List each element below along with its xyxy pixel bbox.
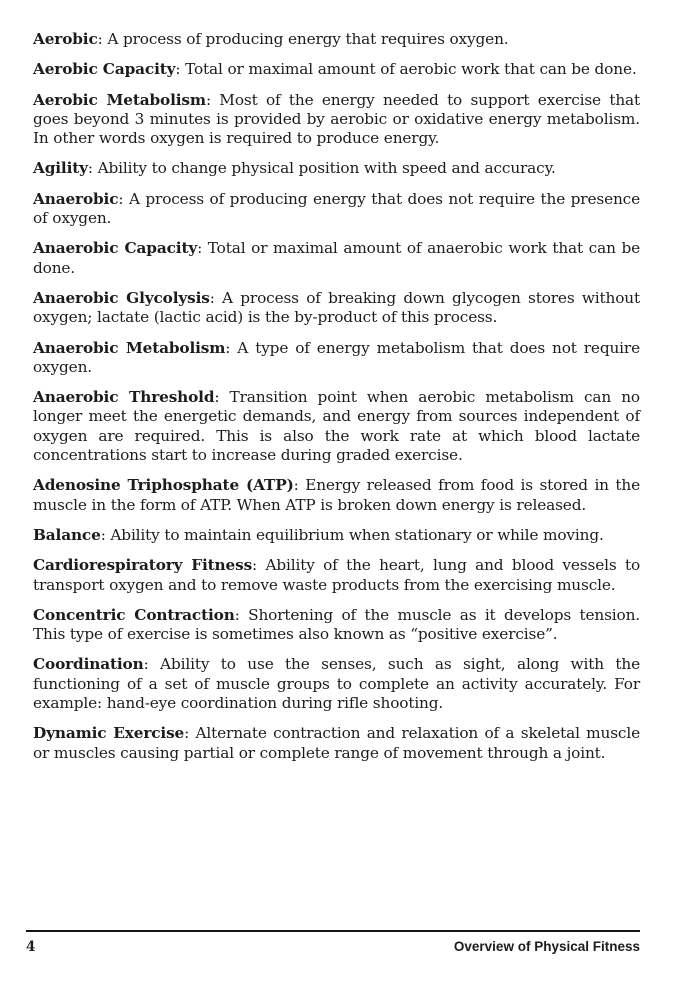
glossary-entry — [33, 239, 640, 278]
glossary-definition: : Ability to use the senses, such as sight, along with the functioning of a set of muscle groups to complete an activity accurately. For example: hand-eye coordination during rifle shooting. — [33, 655, 640, 713]
glossary-term: Concentric Contraction — [33, 605, 235, 624]
glossary-entry — [33, 30, 640, 49]
glossary-term: Aerobic Metabolism — [33, 90, 206, 109]
glossary-entry — [33, 476, 640, 515]
glossary-term: Anaerobic Glycolysis — [33, 288, 210, 307]
glossary-term: Cardiorespiratory Fitness — [33, 556, 253, 575]
glossary-entry — [33, 289, 640, 328]
glossary-entry — [33, 655, 640, 713]
glossary-entry — [33, 159, 640, 178]
glossary-definition: : A process of producing energy that does not require the presence of oxygen. — [33, 189, 640, 228]
glossary-definition: : A process of producing energy that requires oxygen. — [97, 30, 509, 48]
glossary-definition: : A process of breaking down glycogen stores without oxygen; lactate (lactic acid) is the by-product of this process. — [33, 288, 641, 327]
glossary-entry — [33, 724, 640, 763]
glossary-entries — [33, 30, 640, 774]
footer-title: Overview of Physical Fitness — [453, 939, 640, 954]
glossary-entry — [33, 60, 640, 79]
glossary-definition: : Energy released from food is stored in the muscle in the form of ATP. When ATP is broken down energy is released. — [33, 476, 641, 514]
glossary-entry — [33, 556, 640, 595]
glossary-term: Adenosine Triphosphate (ATP) — [33, 476, 294, 495]
glossary-term: Aerobic — [33, 30, 98, 48]
glossary-definition: : A type of energy metabolism that does not require oxygen. — [33, 338, 640, 376]
glossary-term: Anaerobic Metabolism — [33, 338, 226, 357]
glossary-term: Anaerobic Threshold — [33, 388, 215, 407]
glossary-entry — [33, 190, 640, 229]
glossary-definition: : Alternate contraction and relaxation of a skeletal muscle or muscles causing partial or complete range of movement through a joint. — [33, 724, 640, 762]
glossary-definition: : Most of the energy needed to support exercise that goes beyond 3 minutes is provided by aerobic or oxidative energy metabolism. In other words oxygen is required to produce energy. — [33, 90, 640, 148]
glossary-definition: : Ability to change physical position with speed and accuracy. — [87, 159, 556, 178]
glossary-term: Balance — [33, 525, 101, 544]
glossary-term: Anaerobic Capacity — [33, 239, 198, 258]
glossary-entry — [33, 606, 640, 645]
glossary-entry — [33, 91, 640, 149]
glossary-term: Aerobic Capacity — [33, 60, 176, 79]
glossary-definition: : Transition point when aerobic metabolism can no longer meet the energetic demands, and energy from sources independent of oxygen are required. This is also the work rate at which blood lactate concentrations start to increase during graded exercise. — [33, 388, 640, 465]
page-number: 4 — [26, 939, 36, 955]
glossary-term: Agility — [33, 159, 88, 178]
glossary-term: Anaerobic — [33, 189, 119, 208]
footer-divider — [26, 930, 640, 932]
glossary-term: Dynamic Exercise — [33, 724, 185, 743]
glossary-definition: : Shortening of the muscle as it develops tension. This type of exercise is sometimes also known as “positive exercise”. — [33, 605, 640, 644]
glossary-definition: : Total or maximal amount of anaerobic work that can be done. — [33, 239, 641, 277]
glossary-term: Coordination — [33, 655, 144, 674]
glossary-definition: : Total or maximal amount of aerobic work that can be done. — [175, 60, 637, 79]
glossary-definition: : Ability of the heart, lung and blood vessels to transport oxygen and to remove waste products from the exercising muscle. — [33, 556, 641, 594]
glossary-entry — [33, 339, 640, 378]
glossary-definition: : Ability to maintain equilibrium when stationary or while moving. — [100, 525, 604, 544]
page-footer — [26, 939, 640, 955]
glossary-entry — [33, 526, 640, 545]
glossary-entry — [33, 388, 640, 465]
